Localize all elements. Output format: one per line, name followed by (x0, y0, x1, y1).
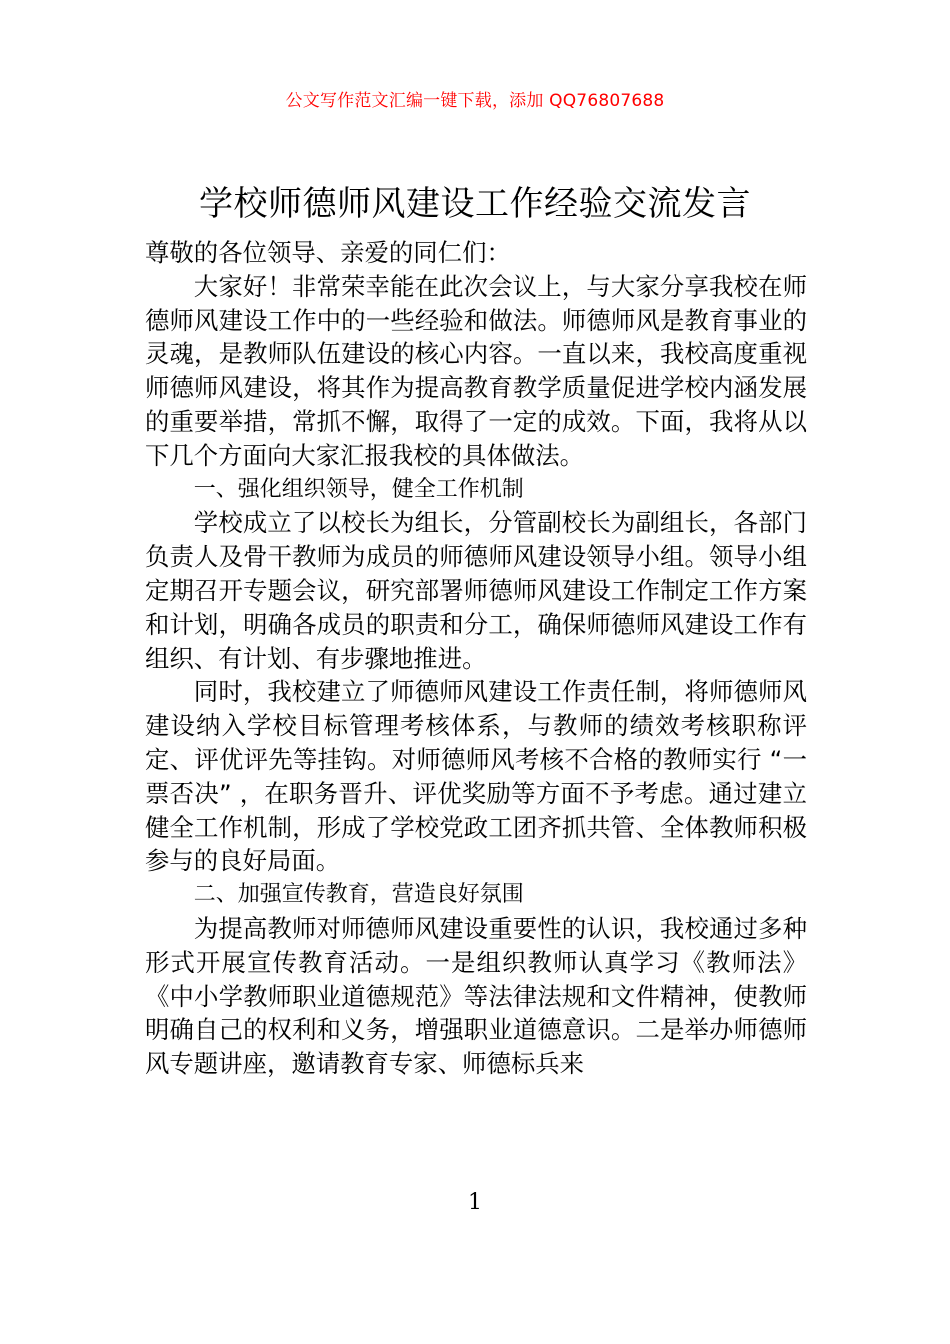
page-number: 1 (468, 1190, 482, 1215)
section-heading-2: 二、加强宣传教育，营造良好氛围 (193, 882, 524, 908)
document-body (145, 236, 807, 1081)
section-heading-1: 一、强化组织领导，健全工作机制 (193, 476, 524, 502)
paragraph-publicity: 为提高教师对师德师风建设重要性的认识，我校通过多种形式开展宣传教育活动。一是组织教师认真学习《教师法》《中小学教师职业道德规范》等法律法规和文件精神，使教师明确自己的权利和义务，增强职业道德意识。二是举办师德师风专题讲座，邀请教育专家、师德标兵来 (145, 913, 807, 1079)
salutation: 尊敬的各位领导、亲爱的同仁们： (145, 238, 511, 267)
paragraph-responsibility: 同时，我校建立了师德师风建设工作责任制，将师德师风建设纳入学校目标管理考核体系，与教师的绩效考核职称评定、评优评先等挂钩。对师德师风考核不合格的教师实行 “一票否决” ，在职务晋升、评优奖励等方面不予考虑。通过建立健全工作机制，形成了学校党政工团齐抓共管、全体教师积极参与的良好局面。 (145, 677, 807, 876)
download-notice: 公文写作范文汇编一键下载，添加 QQ76807688 (285, 91, 665, 111)
document-title: 学校师德师风建设工作经验交流发言 (199, 184, 751, 224)
paragraph-intro: 大家好！非常荣幸能在此次会议上，与大家分享我校在师德师风建设工作中的一些经验和做法。师德师风是教育事业的灵魂，是教师队伍建设的核心内容。一直以来，我校高度重视师德师风建设，将其作为提高教育教学质量促进学校内涵发展的重要举措，常抓不懈，取得了一定的成效。下面，我将从以下几个方面向大家汇报我校的具体做法。 (145, 271, 807, 470)
paragraph-leadership-group: 学校成立了以校长为组长，分管副校长为副组长，各部门负责人及骨干教师为成员的师德师风建设领导小组。领导小组定期召开专题会议，研究部署师德师风建设工作制定工作方案和计划，明确各成员的职责和分工，确保师德师风建设工作有组织、有计划、有步骤地推进。 (145, 508, 807, 673)
